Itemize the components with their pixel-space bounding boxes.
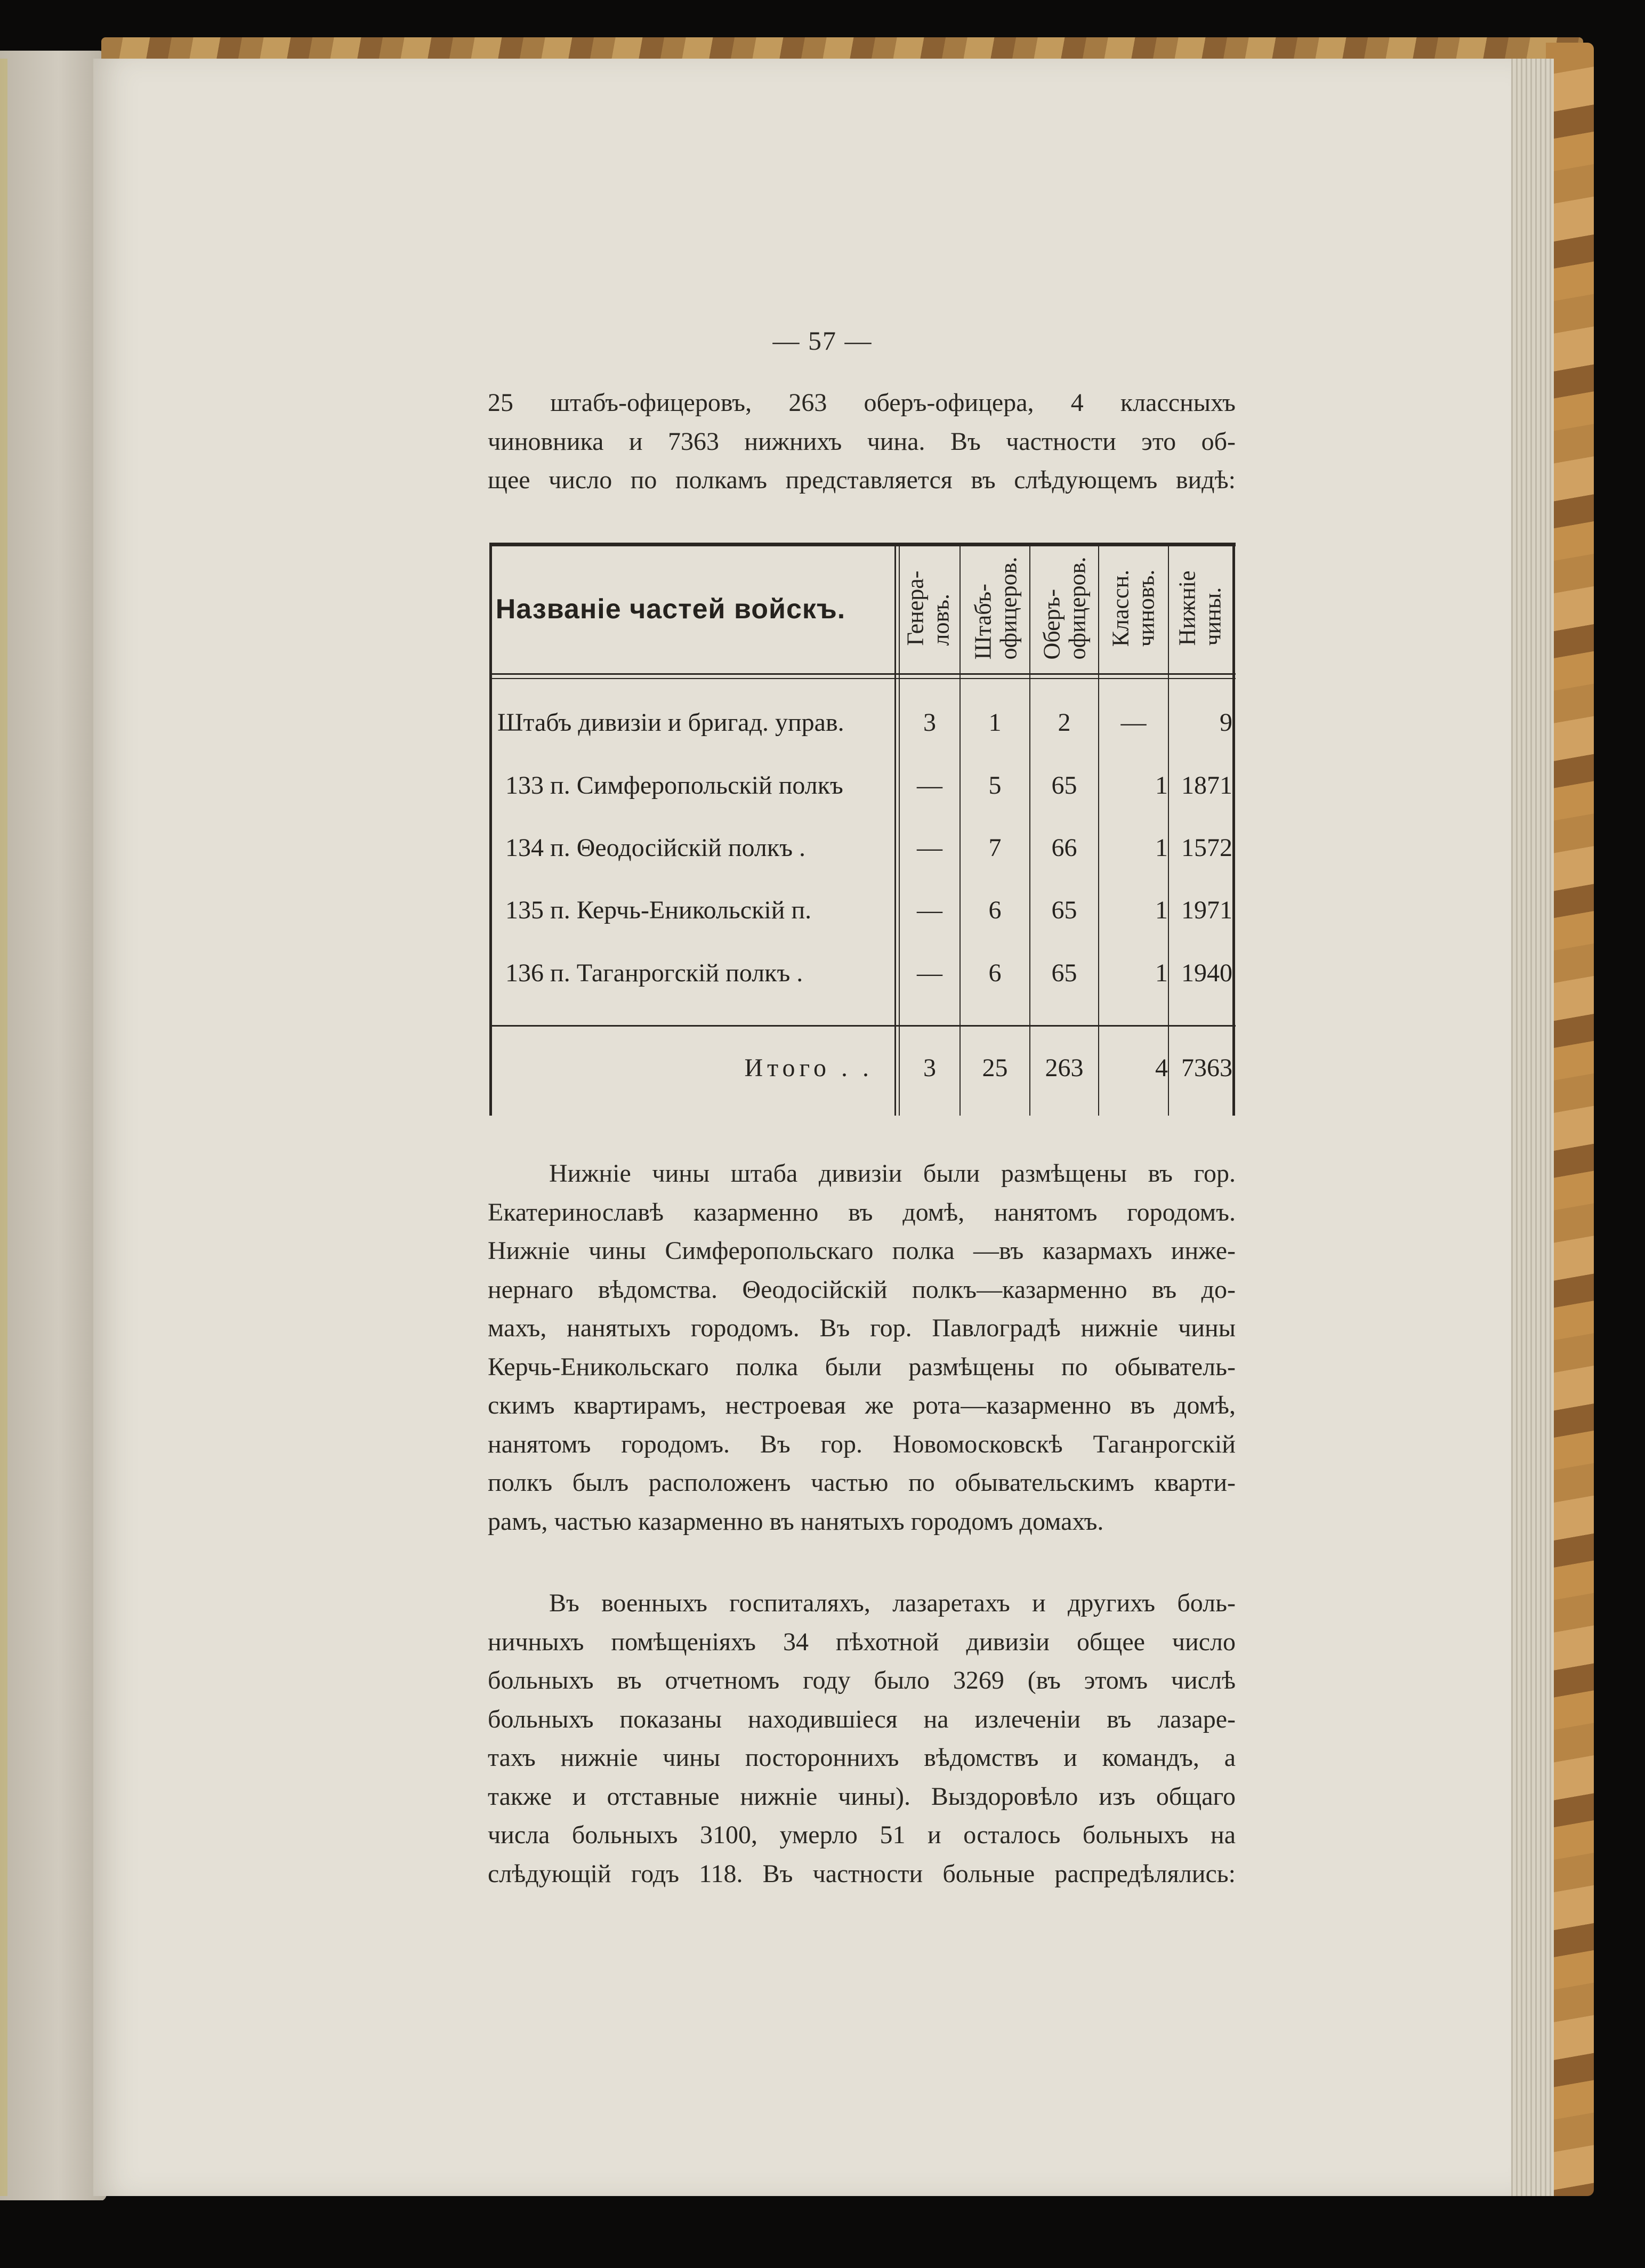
header-chief-officers-text: Оберъ- офицеров. — [1038, 556, 1091, 659]
barracks-line: нанятомъ городомъ. Въ гор. Новомосковскѣ Таганрогскій — [488, 1430, 1236, 1458]
table-total-cell: 25 — [982, 1054, 1008, 1082]
table-col-rule — [894, 543, 896, 1116]
table-cell: 9 — [1220, 708, 1232, 737]
table-col-rule — [1029, 543, 1030, 1116]
table-row-name: 136 п. Таганрогскій полкъ . — [505, 959, 803, 987]
table-cell: 1871 — [1181, 771, 1232, 800]
table-cell: 7 — [988, 834, 1002, 862]
barracks-line: Екатеринославѣ казарменно въ домѣ, нанятомъ городомъ. — [488, 1198, 1236, 1226]
barracks-line: махъ, нанятыхъ городомъ. Въ гор. Павлоградѣ нижніе чины — [488, 1314, 1236, 1342]
header-staff-officers-text: Штабъ- офицеров. — [970, 556, 1022, 659]
table-row-name: 135 п. Керчь-Еникольскій п. — [505, 896, 812, 924]
table-cell: 3 — [923, 708, 936, 737]
left-page-edge — [0, 59, 7, 2196]
hospital-line: также и отставные нижніе чины). Выздоровѣло изъ общаго — [488, 1782, 1236, 1811]
table-right-rule — [1232, 543, 1235, 1116]
header-lower-ranks-text: Нижніе чины. — [1174, 570, 1226, 646]
intro-line: 25 штабъ-офицеровъ, 263 оберъ-офицера, 4 классныхъ — [488, 389, 1236, 417]
table-header-rule-2 — [489, 678, 1236, 679]
barracks-line: Нижніе чины Симферопольскаго полка —въ казармахъ инже- — [488, 1237, 1236, 1265]
header-staff-officers — [966, 543, 1025, 673]
table-cell: 6 — [988, 896, 1002, 924]
table-col-rule — [959, 543, 961, 1116]
table-cell: 6 — [988, 959, 1002, 987]
barracks-paragraph — [488, 1155, 1236, 1541]
hospital-line: числа больныхъ 3100, умерло 51 и осталось больныхъ на — [488, 1821, 1236, 1849]
table-cell: 1940 — [1181, 959, 1232, 987]
table-col-rule — [1098, 543, 1099, 1116]
hospital-line: ничныхъ помѣщеніяхъ 34 пѣхотной дивизіи общее число — [488, 1627, 1236, 1656]
header-generals — [899, 543, 957, 673]
header-class-officials — [1104, 543, 1163, 673]
table-total-cell: 3 — [923, 1054, 936, 1082]
left-page — [0, 51, 107, 2201]
barracks-line: полкъ былъ расположенъ частью по обывательскимъ кварти- — [488, 1468, 1236, 1497]
hospital-line: больныхъ въ отчетномъ году было 3269 (въ этомъ числѣ — [488, 1666, 1236, 1694]
page-number: — 57 — — [772, 326, 873, 356]
table-total-cell: 4 — [1155, 1054, 1168, 1082]
bottom-background — [0, 2200, 1645, 2268]
table-row-name: 133 п. Симферопольскій полкъ — [505, 771, 843, 800]
table-left-rule — [489, 543, 492, 1116]
table-cell: 1 — [1155, 959, 1168, 987]
table-cell: 1 — [1155, 834, 1168, 862]
barracks-line: нернаго вѣдомства. Θеодосійскій полкъ—казарменно въ до- — [488, 1275, 1236, 1304]
troops-table — [489, 543, 1236, 1116]
intro-paragraph — [488, 384, 1236, 500]
intro-line: чиновника и 7363 нижнихъ чина. Въ частности это об- — [488, 427, 1236, 456]
table-cell: — — [917, 771, 942, 800]
hospital-line: тахъ нижніе чины постороннихъ вѣдомствъ и командъ, а — [488, 1744, 1236, 1772]
table-cell: 2 — [1058, 708, 1071, 737]
table-cell: 65 — [1051, 959, 1077, 987]
header-chief-officers — [1035, 543, 1094, 673]
table-cell: — — [917, 896, 942, 924]
barracks-line: рамъ, частью казарменно въ нанятыхъ городомъ домахъ. — [488, 1507, 1104, 1536]
table-cell: 65 — [1051, 896, 1077, 924]
table-cell: 66 — [1051, 834, 1077, 862]
table-total-label: Итого . . — [744, 1054, 873, 1082]
table-cell: 1 — [988, 708, 1002, 737]
header-generals-text: Генера- ловъ. — [902, 570, 954, 645]
header-lower-ranks — [1171, 543, 1230, 673]
intro-line: щее число по полкамъ представляется въ слѣдующемъ видѣ: — [488, 466, 1236, 494]
table-row-name: 134 п. Θеодосійскій полкъ . — [505, 834, 806, 862]
table-cell: — — [917, 834, 942, 862]
table-name-header: Названіе частей войскъ. — [495, 594, 846, 625]
table-header-rule — [489, 673, 1236, 675]
table-total-cell: 263 — [1045, 1054, 1084, 1082]
table-col-rule — [1168, 543, 1169, 1116]
barracks-line: скимъ квартирамъ, нестроевая же рота—казарменно въ домѣ, — [488, 1391, 1236, 1419]
table-total-rule — [489, 1025, 1236, 1027]
table-cell: 1572 — [1181, 834, 1232, 862]
table-cell: 5 — [988, 771, 1002, 800]
header-class-officials-text: Классн. чиновъ. — [1107, 569, 1159, 647]
hospital-line: Въ военныхъ госпиталяхъ, лазаретахъ и другихъ боль- — [549, 1589, 1236, 1617]
table-cell: 65 — [1051, 771, 1077, 800]
hospital-line: слѣдующій годъ 118. Въ частности больные распредѣлялись: — [488, 1859, 1236, 1888]
hospital-line: больныхъ показаны находившіеся на излеченіи въ лазаре- — [488, 1705, 1236, 1733]
table-total-cell: 7363 — [1181, 1054, 1232, 1082]
barracks-line: Нижніе чины штаба дивизіи были размѣщены въ гор. — [549, 1159, 1236, 1188]
table-cell: 1 — [1155, 771, 1168, 800]
table-cell: — — [1120, 708, 1147, 737]
hospital-paragraph — [488, 1584, 1236, 1893]
table-cell: 1 — [1155, 896, 1168, 924]
table-cell: — — [917, 959, 942, 987]
table-cell: 1971 — [1181, 896, 1232, 924]
table-row-name: Штабъ дивизіи и бригад. управ. — [497, 708, 844, 737]
barracks-line: Керчь-Еникольскаго полка были размѣщены по обыватель- — [488, 1352, 1236, 1381]
